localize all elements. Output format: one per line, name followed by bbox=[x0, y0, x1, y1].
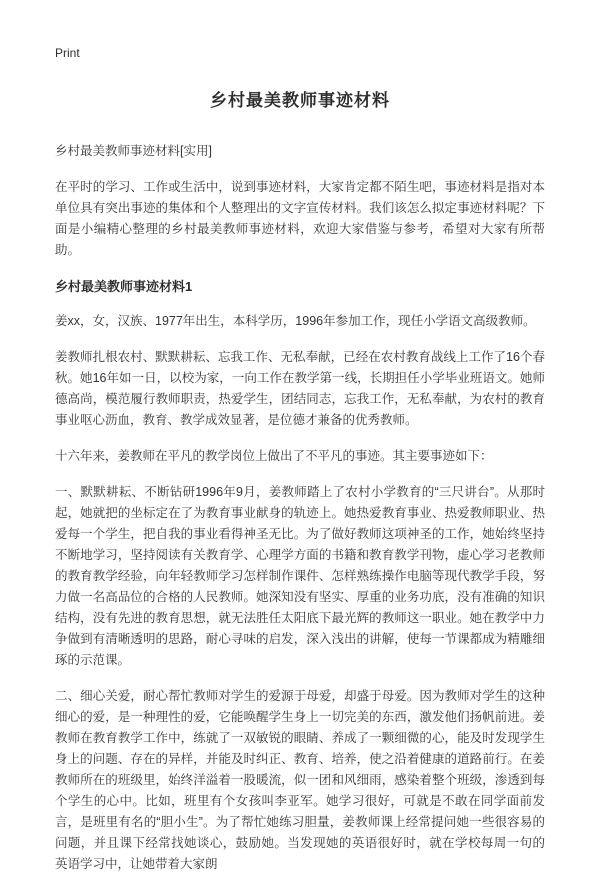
intro-paragraph: 在平时的学习、工作或生活中，说到事迹材料，大家肯定都不陌生吧，事迹材料是指对本单位具有突出事迹的集体和个人整理出的文字宣传材料。我们该怎么拟定事迹材料呢？下面是小编精心整理的乡村最美教师事迹材料，欢迎大家借鉴与参考，希望对大家有所帮助。 bbox=[55, 180, 545, 257]
document-title: 乡村最美教师事迹材料 bbox=[210, 91, 390, 110]
body-paragraph-3: 十六年来，姜教师在平凡的教学岗位上做出了不平凡的事迹。其主要事迹如下： bbox=[55, 449, 493, 463]
body-paragraph-2: 姜教师扎根农村、默默耕耘、忘我工作、无私奉献，已经在农村教育战线上工作了16个春秋。她16年如一日，以校为家，一向工作在教学第一线，长期担任小学毕业班语文。她师德高尚，模范履行教师职责，热爱学生，团结同志，忘我工作，无私奉献，为农村的教育事业呕心沥血，教育、教学成效显著，是位德才兼备的优秀教师。 bbox=[55, 350, 545, 427]
body-paragraph-4: 一、默默耕耘、不断钻研1996年9月，姜教师踏上了农村小学教育的“三尺讲台”。从那时起，她就把的坐标定在了为教育事业献身的轨迹上。她热爱教育事业、热爱教师职业、热爱每一个学生，把自我的事业看得神圣无比。为了做好教师这项神圣的工作，她始终坚持不断地学习，坚持阅读有关教育学、心理学方面的书籍和教育教学刊物，虚心学习老教师的教育教学经验，向年轻教师学习怎样制作课件、怎样熟练操作电脑等现代教学手段，努力做一名高品位的合格的人民教师。她深知没有坚实、厚重的业务功底，没有准确的知识结构，没有先进的教育思想，就无法胜任太阳底下最光辉的教师这一职业。她在教学中力争做到有清晰透明的思路，耐心寻味的启发，深入浅出的讲解，使每一节课都成为精雕细琢的示范课。 bbox=[55, 485, 545, 667]
section-heading: 乡村最美教师事迹材料1 bbox=[55, 279, 193, 294]
print-button[interactable]: Print bbox=[55, 46, 80, 60]
document-subtitle: 乡村最美教师事迹材料[实用] bbox=[55, 144, 212, 158]
body-paragraph-1: 姜xx，女，汉族、1977年出生，本科学历，1996年参加工作，现任小学语文高级教师。 bbox=[55, 314, 536, 328]
body-paragraph-5: 二、细心关爱，耐心帮忙教师对学生的爱源于母爱，却盛于母爱。因为教师对学生的这种细心的爱，是一种理性的爱，它能唤醒学生身上一切完美的东西，激发他们扬帆前进。姜教师在教育教学工作中，练就了一双敏锐的眼睛、养成了一颗细微的心，能及时发现学生身上的问题、存在的异样，并能及时纠正、教育、培养，使之沿着健康的道路前行。在姜教师所在的班级里，始终洋溢着一股暖流，似一团和风细雨，感染着整个班级，渗透到每个学生的心中。比如，班里有个女孩叫李亚军。她学习很好，可就是不敢在同学面前发言，是班里有名的“胆小生”。为了帮忙她练习胆量，姜教师课上经常提问她一些很容易的问题，并且课下经常找她谈心，鼓励她。当发现她的英语很好时，就在学校每周一句的 英语学习中，让她带着大家朗 bbox=[55, 689, 545, 871]
